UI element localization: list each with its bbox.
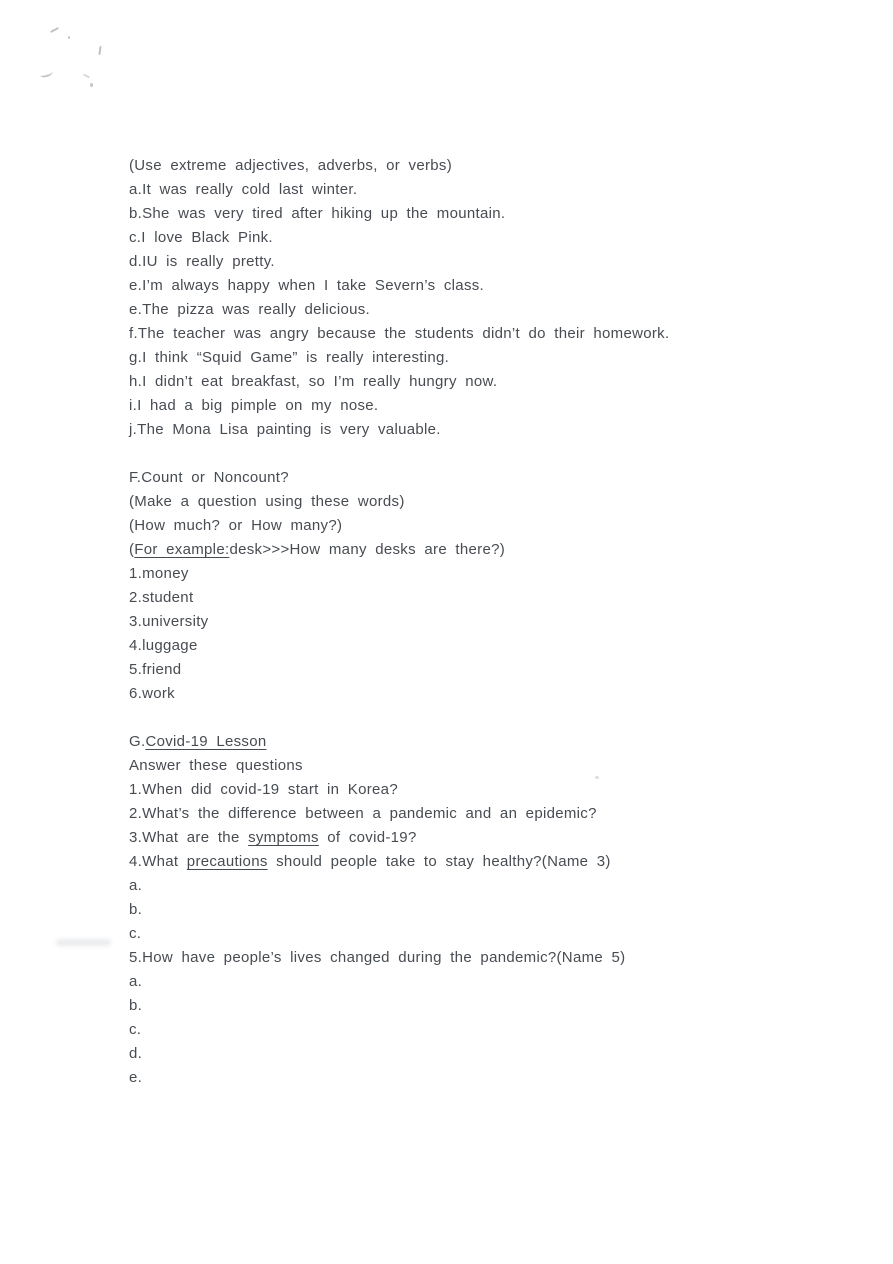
example-underlined-text: For example: <box>134 541 230 558</box>
sentence-c: c.I love Black Pink. <box>129 229 273 246</box>
section-g-prefix: G. <box>129 733 146 750</box>
q4-post: should people take to stay healthy?(Name 3) <box>267 853 611 870</box>
covid-question-4 <box>129 850 869 874</box>
sentence-d: d.IU is really pretty. <box>129 253 275 270</box>
answer-blank-c: c. <box>129 925 142 942</box>
covid-question-3 <box>129 826 869 850</box>
section-e-header: (Use extreme adjectives, adverbs, or verbs) <box>129 157 453 174</box>
sentence-e2: e.The pizza was really delicious. <box>129 301 370 318</box>
answer-blank-e2: e. <box>129 1069 143 1086</box>
answer-blank-b: b. <box>129 901 143 918</box>
q4-pre: 4.What <box>129 853 187 870</box>
answer-blank-a2: a. <box>129 973 143 990</box>
q3-pre: 3.What are the <box>129 829 249 846</box>
scan-artifact <box>98 46 101 55</box>
section-covid-lesson <box>129 730 869 1090</box>
sentence-i: i.I had a big pimple on my nose. <box>129 397 379 414</box>
answer-blank-b2: b. <box>129 997 143 1014</box>
scan-artifact <box>39 69 53 79</box>
scan-artifact <box>83 73 90 78</box>
scan-artifact <box>90 83 93 87</box>
sentence-e1: e.I’m always happy when I take Severn’s class. <box>129 277 485 294</box>
sentence-f: f.The teacher was angry because the students didn’t do their homework. <box>129 325 670 342</box>
section-f-instruction-2: (How much? or How many?) <box>129 517 343 534</box>
covid-question-2: 2.What’s the difference between a pandemic and an epidemic? <box>129 805 597 822</box>
answer-blank-c2: c. <box>129 1021 142 1038</box>
section-extreme-adjectives <box>129 154 869 442</box>
example-open-paren: ( <box>129 541 135 558</box>
answer-blank-a: a. <box>129 877 143 894</box>
section-f-instruction-1: (Make a question using these words) <box>129 493 405 510</box>
sentence-h: h.I didn’t eat breakfast, so I’m really hungry now. <box>129 373 498 390</box>
covid-question-5: 5.How have people’s lives changed during the pandemic?(Name 5) <box>129 949 626 966</box>
scan-artifact <box>50 27 59 33</box>
answer-blank-d2: d. <box>129 1045 143 1062</box>
example-rest-text: desk>>>How many desks are there?) <box>229 541 506 558</box>
section-g-title-text: Covid-19 Lesson <box>145 733 267 750</box>
word-item-4: 4.luggage <box>129 637 198 654</box>
section-g-subtitle: Answer these questions <box>129 757 303 774</box>
sentence-g: g.I think “Squid Game” is really interesting. <box>129 349 450 366</box>
section-g-title <box>129 730 869 754</box>
q4-underlined: precautions <box>186 853 268 870</box>
section-gap <box>129 442 869 466</box>
word-item-2: 2.student <box>129 589 194 606</box>
section-count-noncount <box>129 466 869 706</box>
q3-underlined: symptoms <box>248 829 319 846</box>
word-item-5: 5.friend <box>129 661 182 678</box>
section-f-example <box>129 538 869 562</box>
covid-question-1: 1.When did covid-19 start in Korea? <box>129 781 398 798</box>
word-item-1: 1.money <box>129 565 189 582</box>
word-item-6: 6.work <box>129 685 175 702</box>
section-gap <box>129 706 869 730</box>
scan-smudge <box>56 939 111 946</box>
scan-artifact <box>68 36 70 39</box>
q3-post: of covid-19? <box>318 829 417 846</box>
sentence-j: j.The Mona Lisa painting is very valuable. <box>129 421 441 438</box>
sentence-b: b.She was very tired after hiking up the mountain. <box>129 205 506 222</box>
sentence-a: a.It was really cold last winter. <box>129 181 358 198</box>
worksheet-content <box>129 154 869 1090</box>
word-item-3: 3.university <box>129 613 209 630</box>
section-f-title: F.Count or Noncount? <box>129 469 289 486</box>
